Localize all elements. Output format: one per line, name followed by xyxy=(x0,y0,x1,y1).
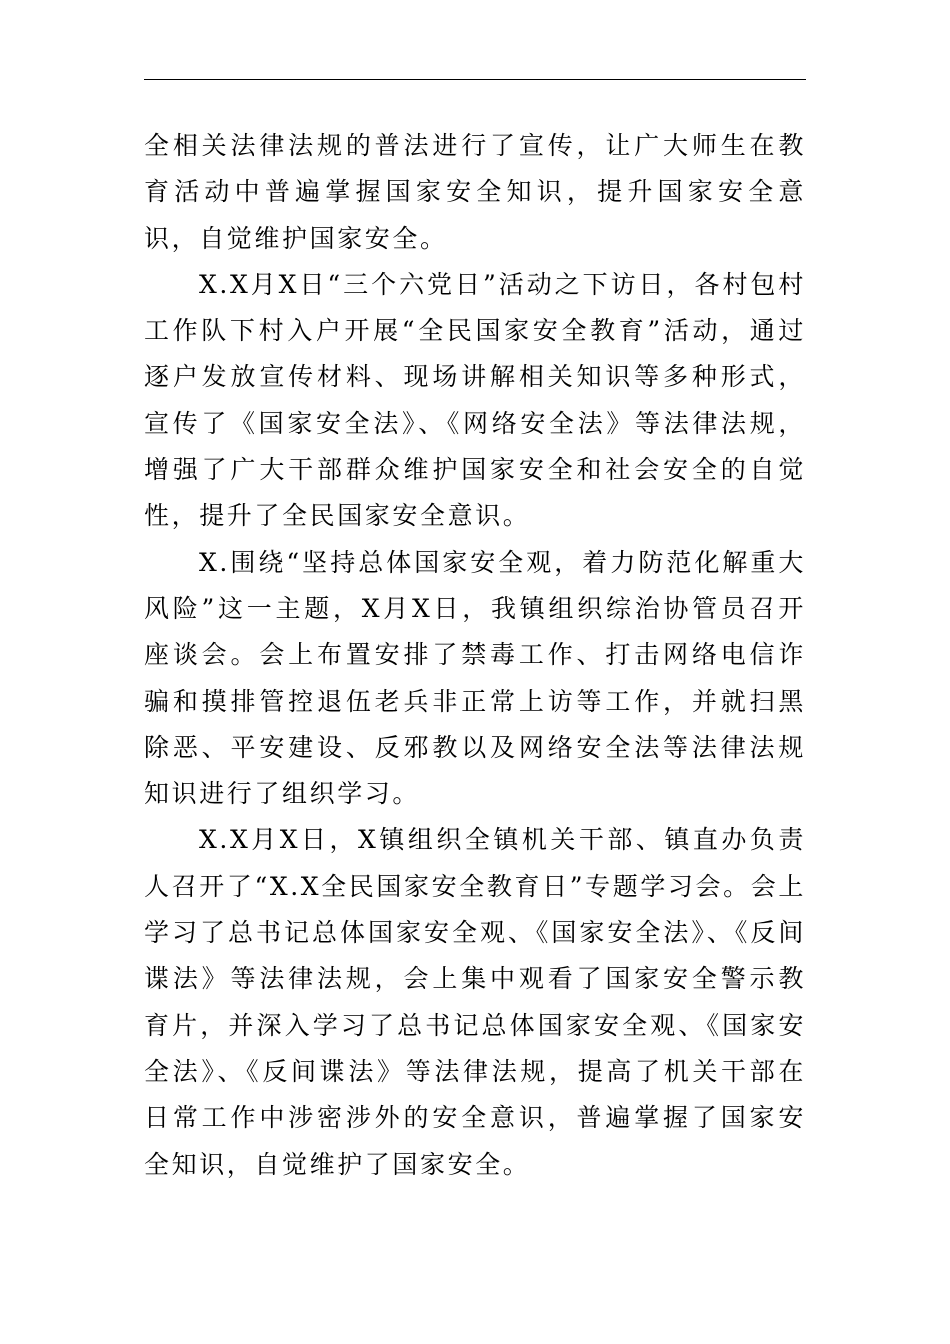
header-rule xyxy=(144,79,806,80)
paragraph: X.X月X日，X镇组织全镇机关干部、镇直办负责人召开了“X.X全民国家安全教育日”专题学习会。会上学习了总书记总体国家安全观、《国家安全法》、《反间谍法》等法律法规，会上集中观看了国家安全警示教育片，并深入学习了总书记总体国家安全观、《国家安全法》、《反间谍法》等法律法规，提高了机关干部在日常工作中涉密涉外的安全意识，普遍掌握了国家安全知识，自觉维护了国家安全。 xyxy=(144,825,806,1179)
paragraph-continuation: 全相关法律法规的普法进行了宣传，让广大师生在教育活动中普遍掌握国家安全知识，提升国家安全意识，自觉维护国家安全。 xyxy=(144,131,806,253)
paragraph: X.X月X日“三个六党日”活动之下访日，各村包村工作队下村入户开展“全民国家安全教育”活动，通过逐户发放宣传材料、现场讲解相关知识等多种形式，宣传了《国家安全法》、《网络安全法》等法律法规，增强了广大干部群众维护国家安全和社会安全的自觉性，提升了全民国家安全意识。 xyxy=(144,269,806,531)
document-body xyxy=(144,123,806,1188)
paragraph: X.围绕“坚持总体国家安全观，着力防范化解重大风险”这一主题，X月X日，我镇组织综治协管员召开座谈会。会上布置安排了禁毒工作、打击网络电信诈骗和摸排管控退伍老兵非正常上访等工作，并就扫黑除恶、平安建设、反邪教以及网络安全法等法律法规知识进行了组织学习。 xyxy=(144,547,806,809)
